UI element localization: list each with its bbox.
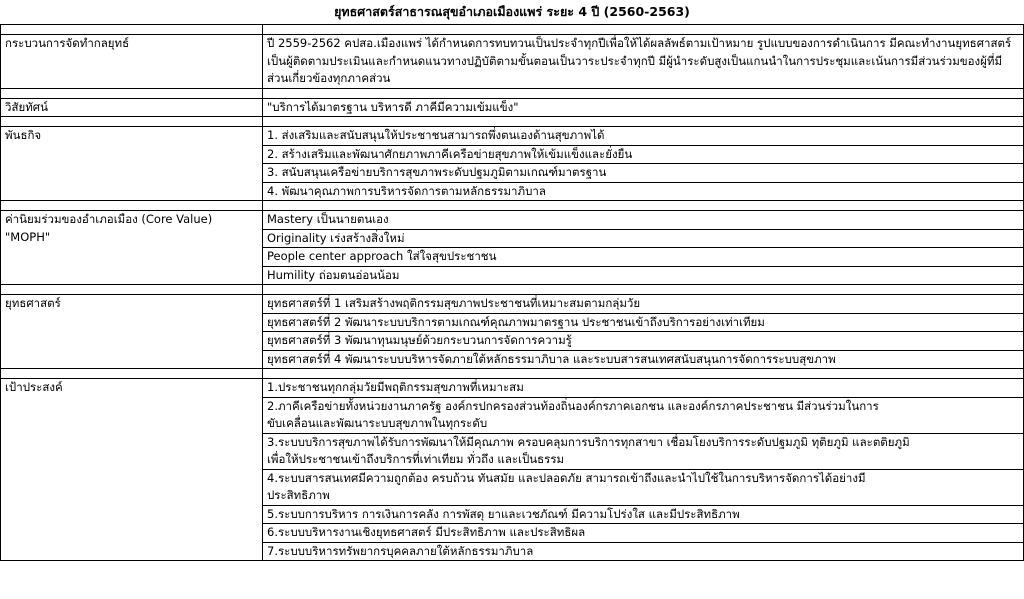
mission-item: 2. สร้างเสริมและพัฒนาศักยภาพภาคีเครือข่ายสุขภาพให้เข้มแข็งและยั่งยืน (263, 145, 1024, 164)
vision-row (1, 98, 1024, 117)
blank-row (1, 117, 1024, 127)
strategies-label: ยุทธศาสตร์ (1, 295, 263, 369)
objective-item (263, 469, 1024, 505)
strategy-process-label: กระบวนการจัดทำกลยุทธ์ (1, 35, 263, 89)
vision-text: "บริการได้มาตรฐาน บริหารดี ภาคีมีความเข้มแข็ง" (263, 98, 1024, 117)
objective-line: 3.ระบบบริการสุขภาพได้รับการพัฒนาให้มีคุณภาพ ครอบคลุมการบริการทุกสาขา เชื่อมโยงบริการระดับปฐมภูมิ ทุติยภูมิ และตติยภูมิ (267, 434, 910, 449)
objective-line: 5.ระบบการบริหาร การเงินการคลัง การพัสดุ ยาและเวชภัณฑ์ มีความโปร่งใส และมีประสิทธิภาพ (267, 506, 740, 521)
blank-row (1, 285, 1024, 295)
core-value-item: Originality เร่งสร้างสิ่งใหม่ (263, 229, 1024, 248)
core-value-item: Humility ถ่อมตนอ่อนน้อม (263, 266, 1024, 285)
objective-item (263, 505, 1024, 524)
core-value-item: Mastery เป็นนายตนเอง (263, 211, 1024, 230)
mission-item: 3. สนับสนุนเครือข่ายบริการสุขภาพระดับปฐมภูมิตามเกณฑ์มาตรฐาน (263, 164, 1024, 183)
objective-line: 2.ภาคีเครือข่ายทั้งหน่วยงานภาครัฐ องค์กรปกครองส่วนท้องถิ่นองค์กรภาคเอกชน และองค์กรภาคประชาชน มีส่วนร่วมในการ (267, 398, 879, 413)
core-value-row (1, 211, 1024, 230)
blank-row (1, 25, 1024, 35)
objectives-label: เป้าประสงค์ (1, 379, 263, 561)
core-value-label-line2: "MOPH" (5, 229, 51, 244)
strategy-item: ยุทธศาสตร์ที่ 4 พัฒนาระบบบริหารจัดภายใต้หลักธรรมาภิบาล และระบบสารสนเทศสนับสนุนการจัดการระบบสุขภาพ (263, 350, 1024, 369)
core-value-label-line1: ค่านิยมร่วมของอำเภอเมือง (Core Value) (5, 212, 213, 226)
objective-line: 1.ประชาชนทุกกลุ่มวัยมีพฤติกรรมสุขภาพที่เหมาะสม (267, 380, 524, 394)
strategy-row (1, 295, 1024, 314)
mission-row (1, 127, 1024, 146)
objective-item (263, 524, 1024, 543)
strategy-item: ยุทธศาสตร์ที่ 2 พัฒนาระบบบริการตามเกณฑ์คุณภาพมาตรฐาน ประชาชนเข้าถึงบริการอย่างเท่าเทียม (263, 313, 1024, 332)
mission-item: 1. ส่งเสริมและสนับสนุนให้ประชาชนสามารถพึ่งตนเองด้านสุขภาพได้ (263, 127, 1024, 146)
blank-row (1, 369, 1024, 379)
blank-row (1, 201, 1024, 211)
objective-line: ประสิทธิภาพ (267, 488, 330, 502)
vision-label: วิสัยทัศน์ (1, 98, 263, 117)
objective-line: เพื่อให้ประชาชนเข้าถึงบริการที่เท่าเทียม ทั่วถึง และเป็นธรรม (267, 452, 565, 466)
objective-row (1, 379, 1024, 398)
objective-item (263, 397, 1024, 433)
objective-line: 4.ระบบสารสนเทศมีความถูกต้อง ครบถ้วน ทันสมัย และปลอดภัย สามารถเข้าถึงและนำไปใช้ในการบริหารจัดการได้อย่างมี (267, 470, 866, 485)
objective-item (263, 542, 1024, 561)
strategy-process-row (1, 35, 1024, 89)
strategy-table (0, 24, 1024, 561)
core-value-item: People center approach ใส่ใจสุขประชาชน (263, 248, 1024, 267)
mission-item: 4. พัฒนาคุณภาพการบริหารจัดการตามหลักธรรมาภิบาล (263, 182, 1024, 201)
strategy-item: ยุทธศาสตร์ที่ 1 เสริมสร้างพฤติกรรมสุขภาพประชาชนที่เหมาะสมตามกลุ่มวัย (263, 295, 1024, 314)
objective-line: 6.ระบบบริหารงานเชิงยุทธศาสตร์ มีประสิทธิภาพ และประสิทธิผล (267, 525, 586, 539)
mission-label: พันธกิจ (1, 127, 263, 201)
core-value-label (1, 211, 263, 285)
objective-line: 7.ระบบบริหารทรัพยากรบุคคลภายใต้หลักธรรมาภิบาล (267, 543, 534, 558)
objective-item (263, 379, 1024, 398)
objective-line: ขับเคลื่อนและพัฒนาระบบสุขภาพในทุกระดับ (267, 416, 488, 430)
strategy-item: ยุทธศาสตร์ที่ 3 พัฒนาทุนมนุษย์ด้วยกระบวนการจัดการความรู้ (263, 332, 1024, 351)
strategy-process-text: ปี 2559-2562 คปสอ.เมืองแพร่ ได้กำหนดการทบทวนเป็นประจำทุกปีเพื่อให้ได้ผลลัพธ์ตามเป้าหมาย รูปแบบของการดำเนินการ มีคณะทำงานยุทธศาสตร์เป็นผู้ติดตามประเมินและกำหนดแนวทางปฏิบัติตามขั้นตอนเป็นวาระประจำทุกปี มีผู้นำระดับสูงเป็นแกนนำในการประชุมและเน้นการมีส่วนร่วมของผู้ที่มีส่วนเกี่ยวข้องทุกภาคส่วน (263, 35, 1024, 89)
document-title: ยุทธศาสตร์สาธารณสุขอำเภอเมืองแพร่ ระยะ 4 ปี (2560-2563) (334, 4, 690, 19)
objective-item (263, 433, 1024, 469)
blank-row (1, 88, 1024, 98)
